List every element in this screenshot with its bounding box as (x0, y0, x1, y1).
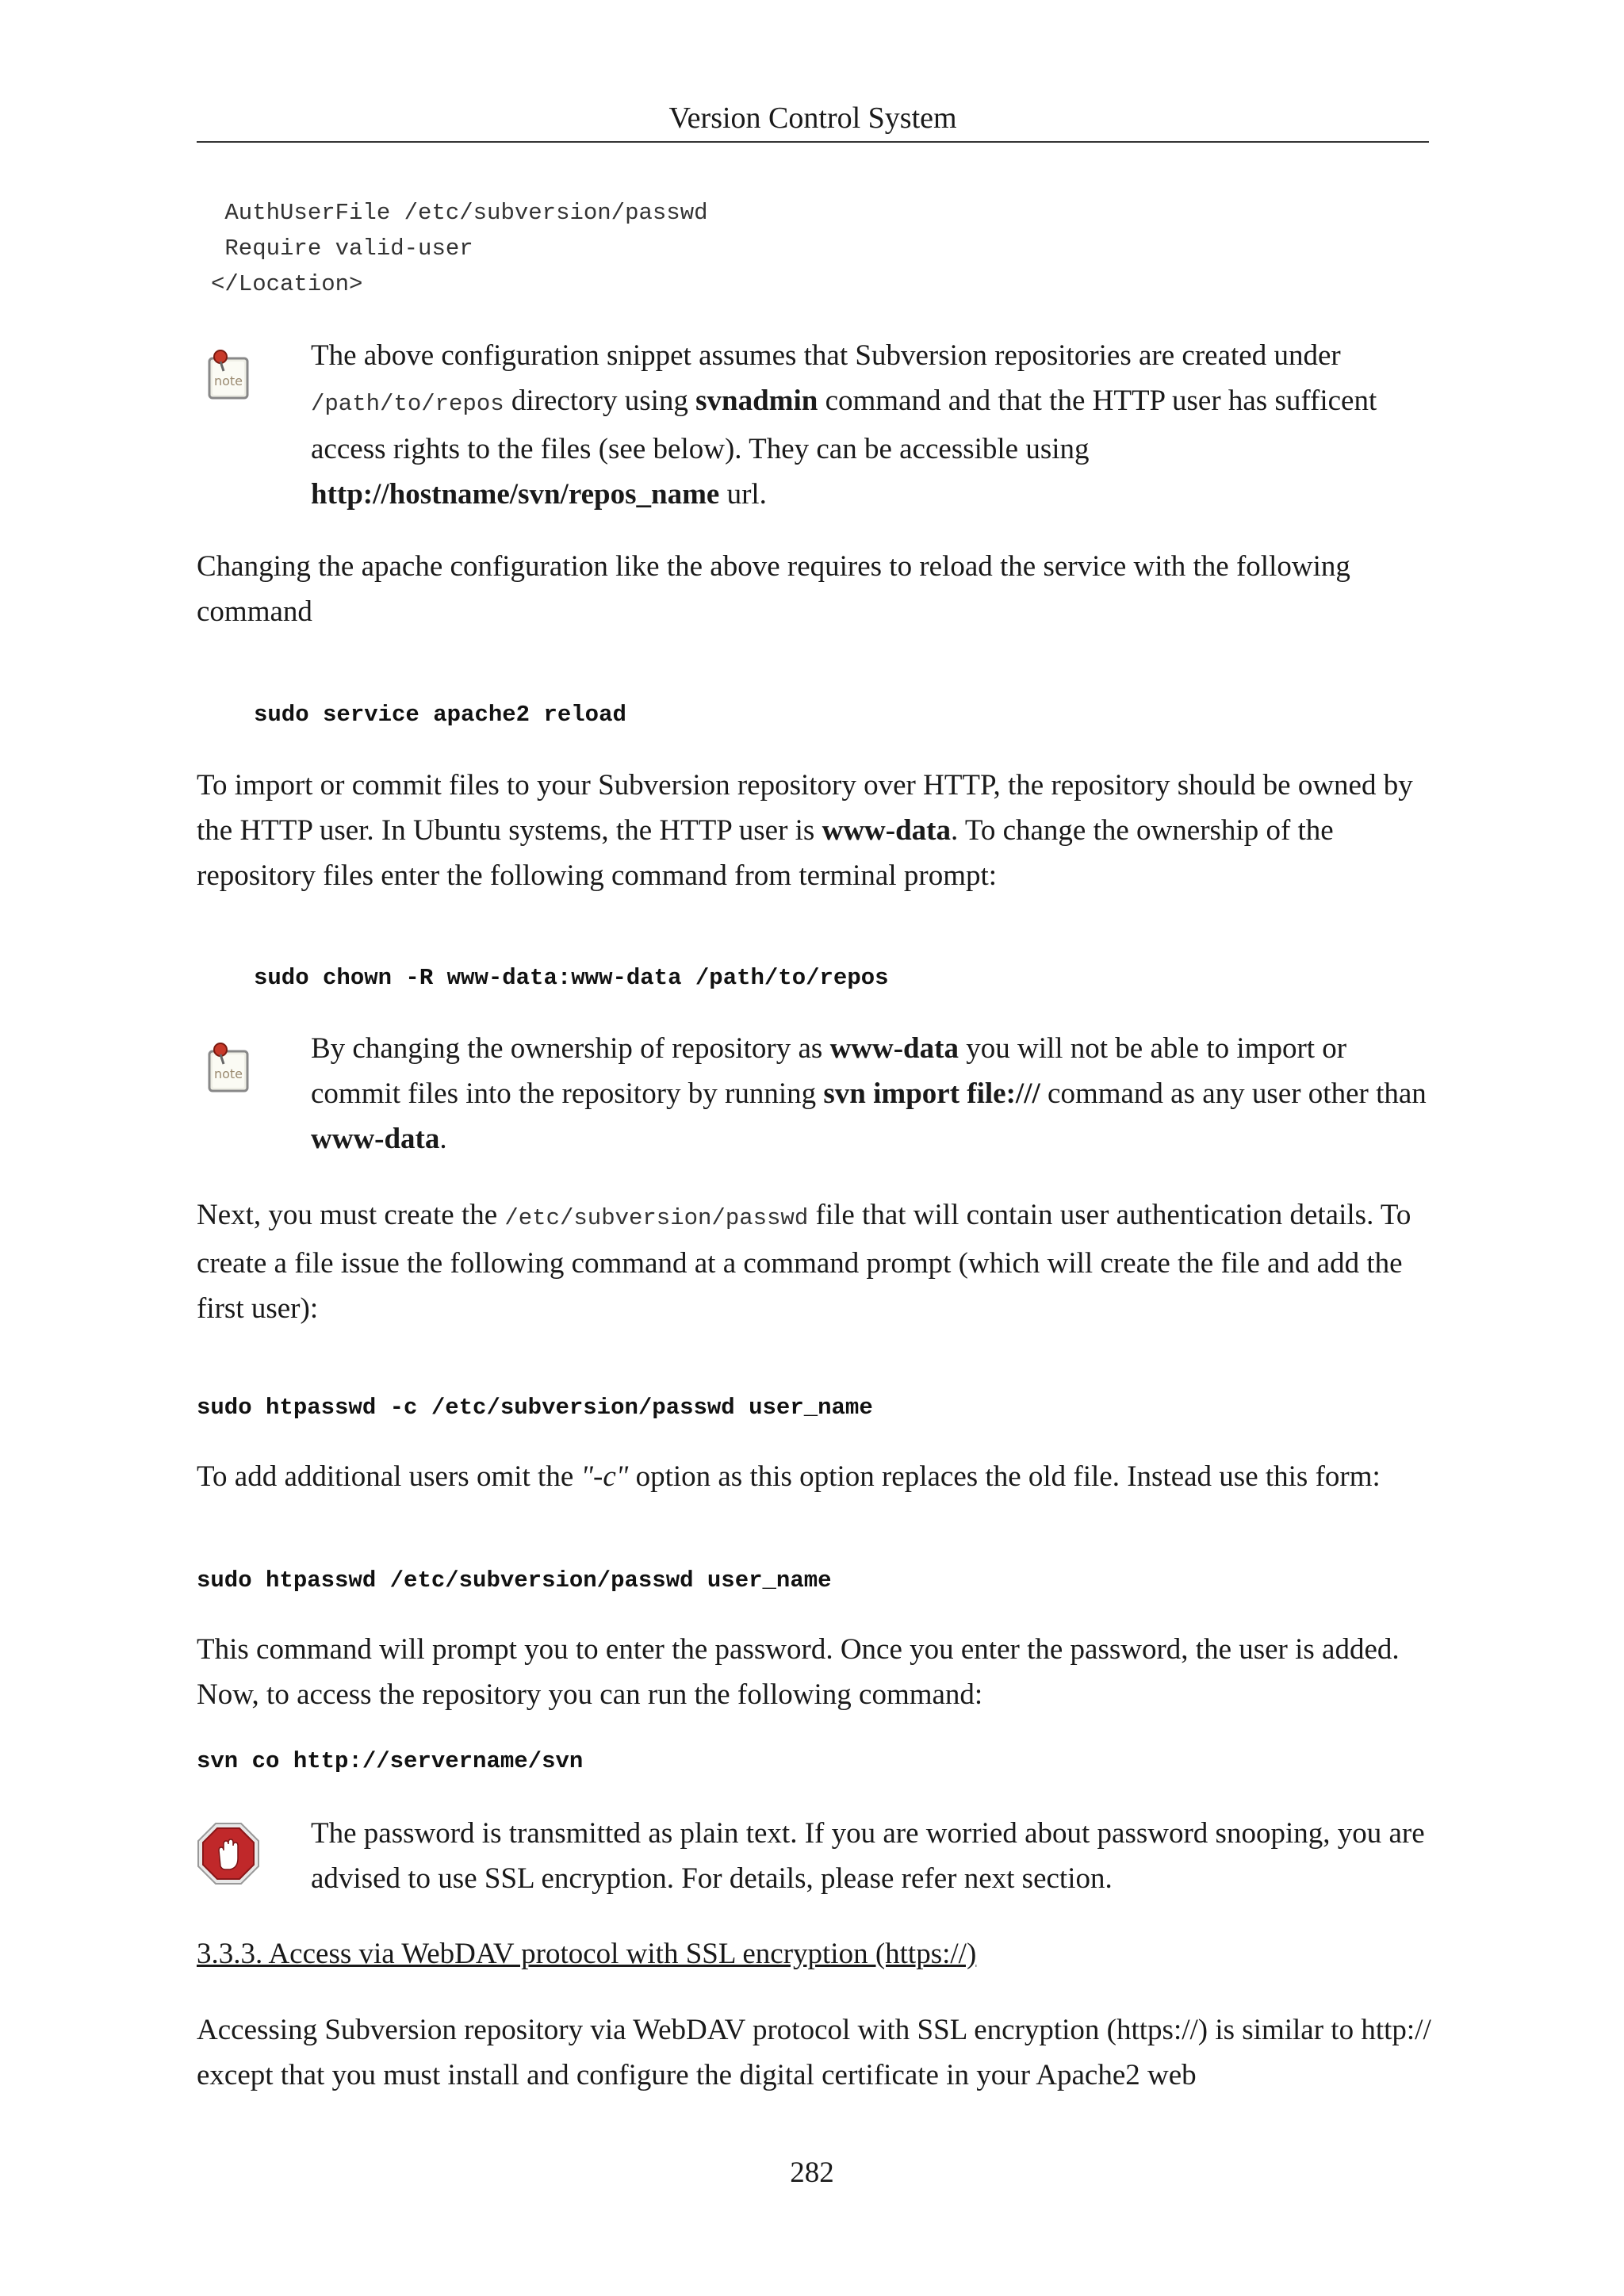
text: To add additional users omit the (197, 1460, 581, 1493)
text: . (439, 1123, 447, 1155)
page-number: 282 (790, 2156, 834, 2189)
italic-option: "-c" (580, 1460, 629, 1493)
text: The above configuration snippet assumes that Subversion repositories are created under (311, 339, 1341, 372)
paragraph-import (197, 763, 1434, 898)
code-line: </Location> (211, 271, 363, 297)
text: . To change the ownership of the repository files enter the following command from terminal prompt: (197, 814, 1334, 892)
text: url. (719, 478, 767, 511)
text: By changing the ownership of repository as (311, 1032, 830, 1065)
note-icon (205, 347, 254, 403)
command-htpasswd: sudo htpasswd /etc/subversion/passwd user_name (197, 1567, 832, 1594)
code-line: AuthUserFile /etc/subversion/passwd (211, 200, 708, 226)
note-icon (205, 1040, 254, 1096)
code-line: Require valid-user (211, 235, 473, 262)
svg-text:note: note (213, 373, 243, 388)
svg-text:note: note (213, 1066, 243, 1081)
paragraph-prompt: This command will prompt you to enter the password. Once you enter the password, the user is added. Now, to access the repository you can run the following command: (197, 1633, 1400, 1711)
bold-term: svnadmin (695, 385, 818, 417)
paragraph-ssl: Accessing Subversion repository via WebDAV protocol with SSL encryption (https://) is similar to http:// except that you must install and configure the digital certificate in your Apache2 web (197, 2014, 1431, 2091)
text: you will not be able to import or commit files into the repository by running (311, 1032, 1347, 1110)
section-heading[interactable]: 3.3.3. Access via WebDAV protocol with SSL encryption (https://) (197, 1938, 977, 1970)
bold-term: www-data (829, 1032, 959, 1065)
text: file that will contain user authentication details. To create a file issue the following command at a command prompt (which will create the file and add the first user): (197, 1199, 1411, 1325)
text: directory using (504, 385, 696, 417)
command-chown: sudo chown -R www-data:www-data /path/to/repos (254, 965, 889, 991)
text: Next, you must create the (197, 1199, 505, 1231)
command-svn-checkout: svn co http://servername/svn (197, 1748, 584, 1774)
command-htpasswd-create: sudo htpasswd -c /etc/subversion/passwd user_name (197, 1395, 873, 1421)
bold-term: www-data (822, 814, 951, 847)
stop-hand-icon (195, 1820, 262, 1887)
command-reload: sudo service apache2 reload (254, 702, 626, 728)
bold-term: www-data (311, 1123, 440, 1155)
text: command as any user other than (1040, 1077, 1427, 1110)
page-header: Version Control System (197, 95, 1429, 143)
note-paragraph (311, 333, 1434, 517)
paragraph-reload: Changing the apache configuration like the above requires to reload the service with the following command (197, 550, 1350, 628)
paragraph-passwd (197, 1192, 1434, 1331)
paragraph-additional-users (197, 1454, 1434, 1499)
note-paragraph (311, 1026, 1434, 1161)
text: command and that the HTTP user has sufficent access rights to the files (see below). They can be accessible using (311, 385, 1377, 465)
warning-text: The password is transmitted as plain text. If you are worried about password snooping, you are advised to use SSL encryption. For details, please refer next section. (311, 1817, 1425, 1895)
code-snippet (211, 195, 708, 302)
text: To import or commit files to your Subversion repository over HTTP, the repository should be owned by the HTTP user. In Ubuntu systems, the HTTP user is (197, 769, 1413, 847)
path-text: /path/to/repos (311, 391, 504, 417)
bold-url: http://hostname/svn/repos_name (311, 478, 720, 511)
path-text: /etc/subversion/passwd (504, 1205, 809, 1231)
bold-term: svn import file:/// (823, 1077, 1040, 1110)
text: option as this option replaces the old file. Instead use this form: (628, 1460, 1381, 1493)
